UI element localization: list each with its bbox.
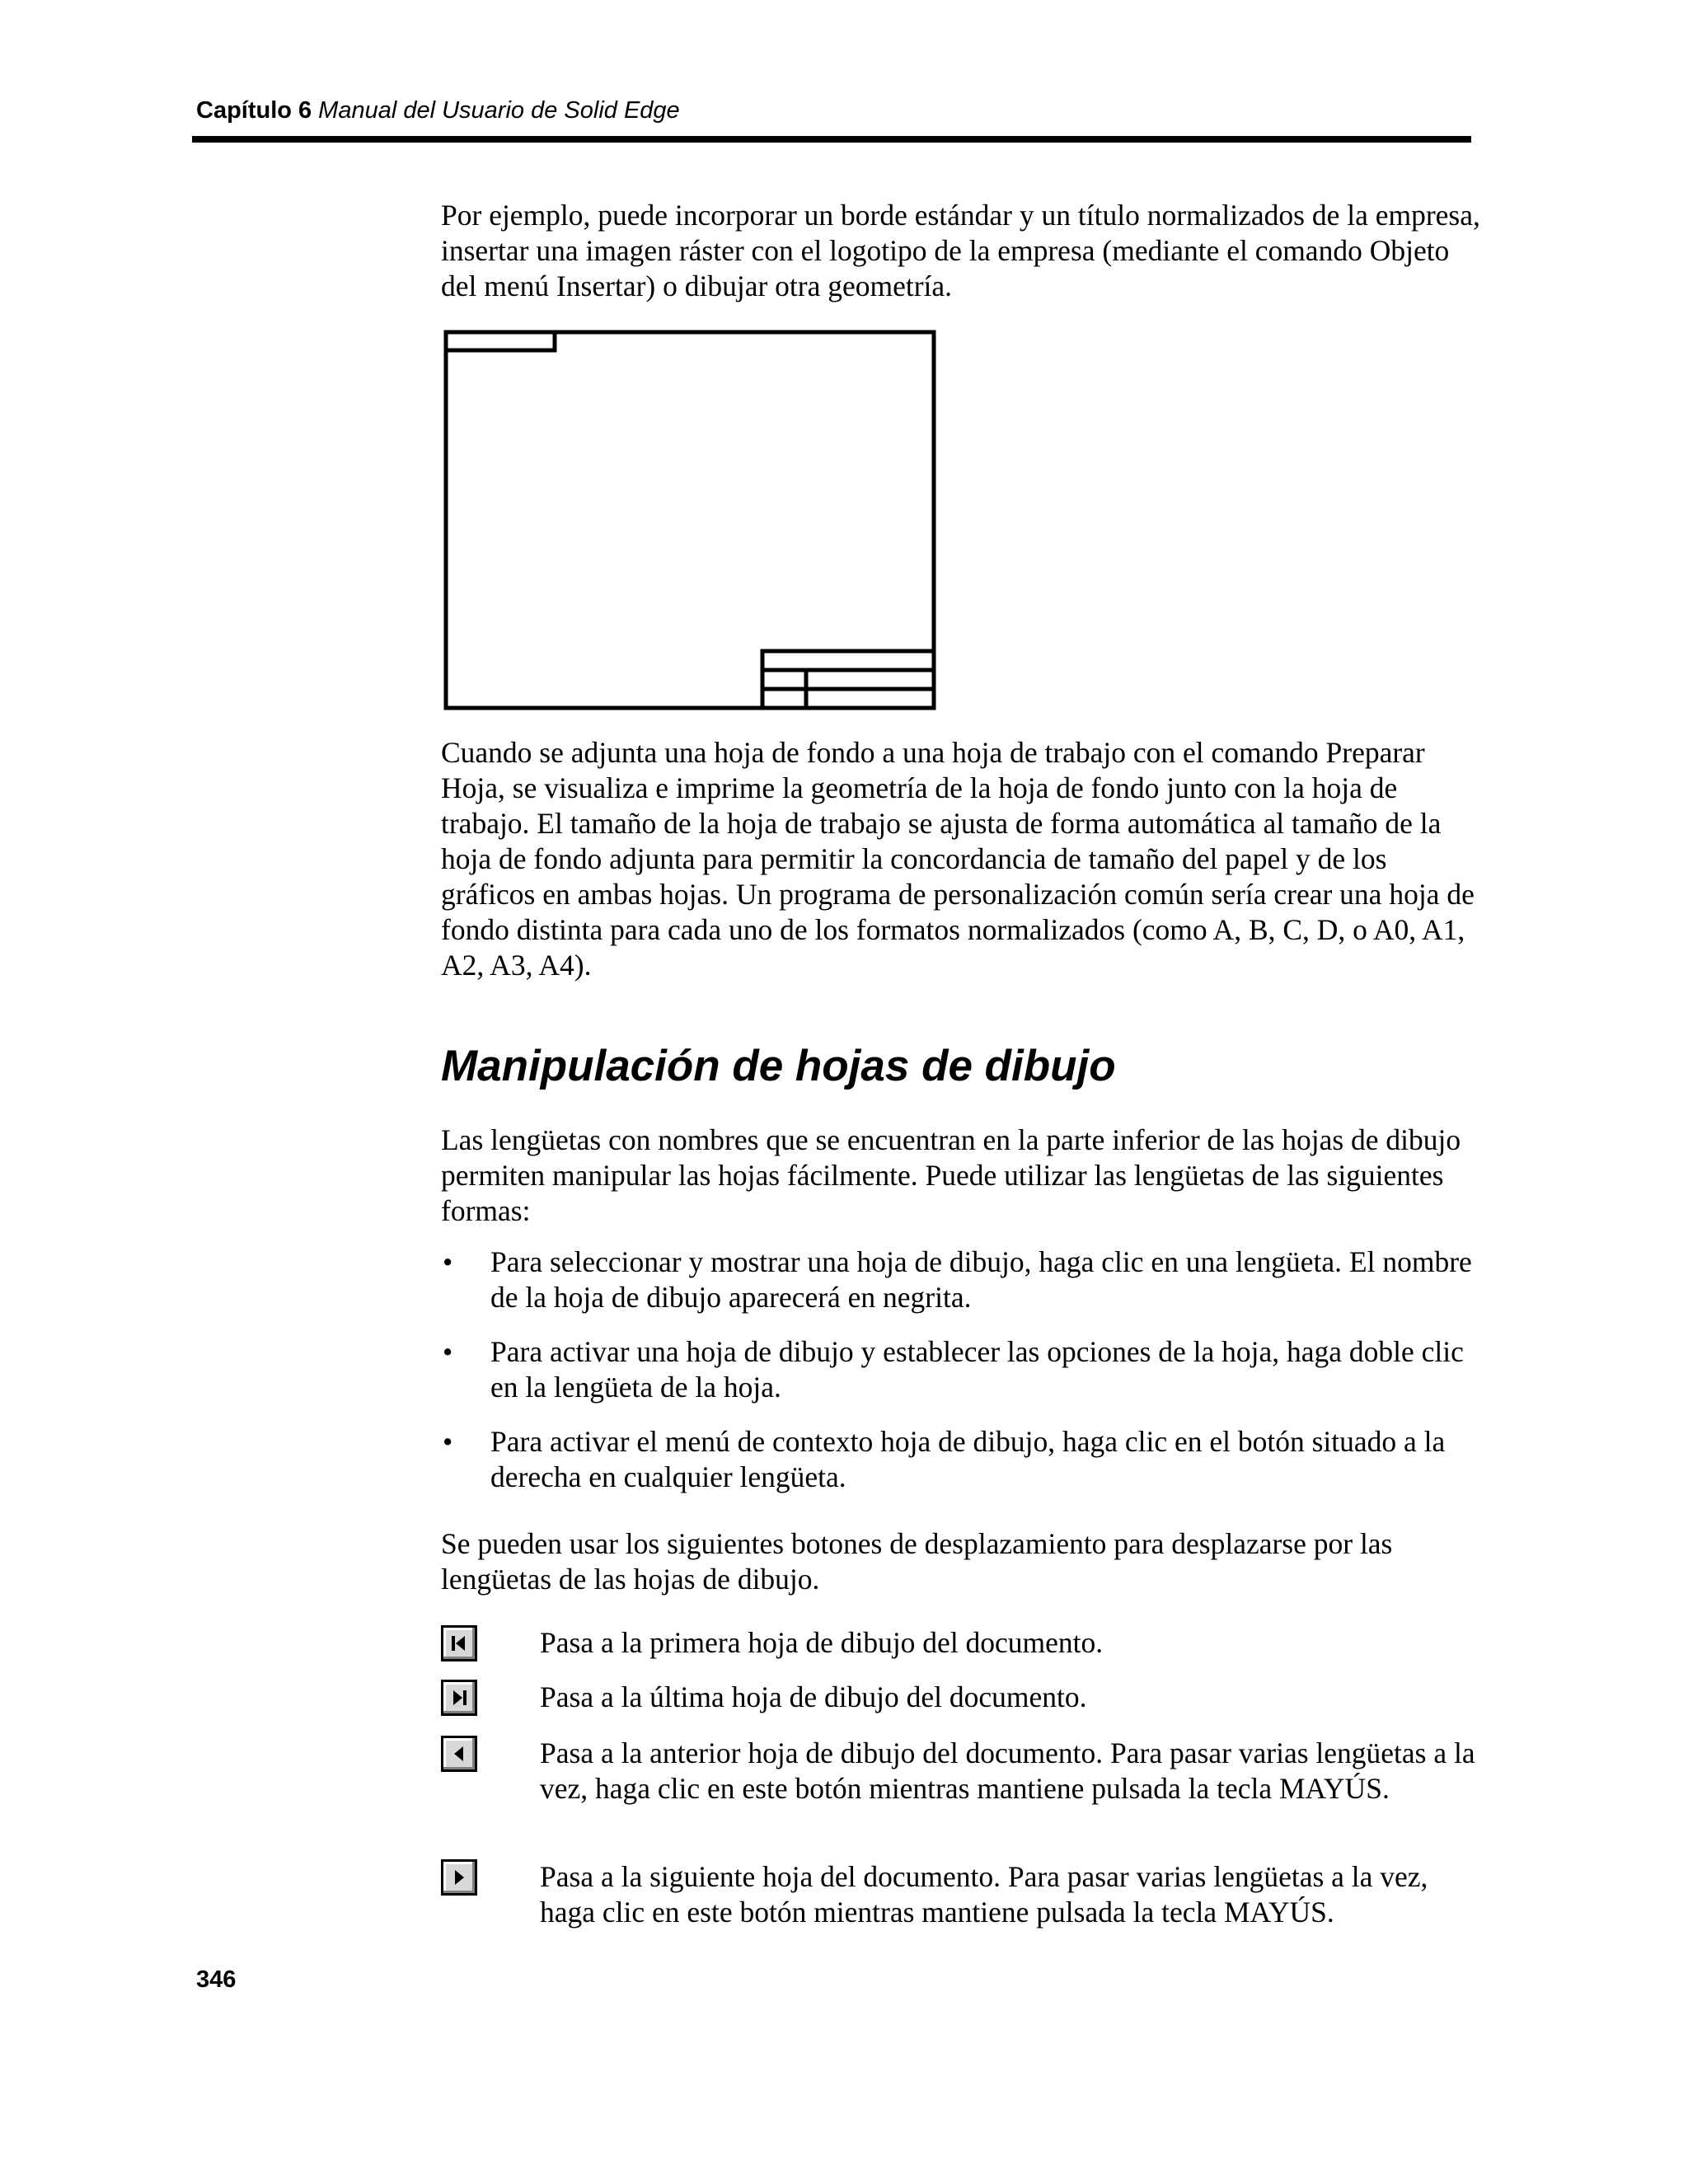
page-header (196, 94, 1474, 127)
bullet-text: Para seleccionar y mostrar una hoja de dibujo, haga clic en una lengüeta. El nombre de la hoja de dibujo aparecerá en negrita. (490, 1245, 1472, 1314)
bullet-list (441, 1244, 1484, 1514)
header-rule (192, 136, 1471, 143)
page-number: 346 (196, 1966, 237, 1993)
nav-description: Pasa a la primera hoja de dibujo del documento. (540, 1626, 1104, 1659)
manual-title: Manual del Usuario de Solid Edge (318, 97, 680, 124)
nav-description: Pasa a la siguiente hoja del documento. Para pasar varias lengüetas a la vez, haga clic en este botón mientras mantiene pulsada la tecla MAYÚS. (540, 1860, 1428, 1929)
background-paragraph: Cuando se adjunta una hoja de fondo a una hoja de trabajo con el comando Preparar Hoja, se visualiza e imprime la geometría de la hoja de fondo junto con la hoja de trabajo. El tamaño de la hoja de trabajo se ajusta de forma automática al tamaño de la hoja de fondo adjunta para permitir la concordancia de tamaño del papel y de los gráficos en ambas hojas. Un programa de personalización común sería crear una hoja de fondo distinta para cada uno de los formatos normalizados (como A, B, C, D, o A0, A1, A2, A3, A4). (441, 736, 1475, 982)
background-sheet-diagram (443, 328, 938, 715)
list-item (441, 1334, 1484, 1405)
last-sheet-icon (448, 1687, 470, 1708)
last-sheet-button[interactable] (441, 1680, 477, 1716)
first-sheet-icon (448, 1633, 470, 1654)
bullet-icon: • (443, 1246, 453, 1278)
next-sheet-button[interactable] (441, 1859, 477, 1896)
bullet-icon: • (443, 1426, 453, 1458)
chapter-label: Capítulo 6 (196, 97, 312, 124)
section-heading: Manipulación de hojas de dibujo (441, 1042, 1116, 1090)
first-sheet-button[interactable] (441, 1625, 477, 1661)
scroll-intro-paragraph: Se pueden usar los siguientes botones de desplazamiento para desplazarse por las lengüetas de las hojas de dibujo. (441, 1527, 1393, 1596)
bullet-text: Para activar el menú de contexto hoja de dibujo, haga clic en el botón situado a la derecha en cualquier lengüeta. (490, 1425, 1446, 1493)
logo-corner-box (446, 332, 555, 350)
intro-paragraph: Por ejemplo, puede incorporar un borde estándar y un título normalizados de la empresa, insertar una imagen ráster con el logotipo de la empresa (mediante el comando Objeto del menú Insertar) o dibujar otra geometría. (441, 199, 1480, 302)
nav-description: Pasa a la anterior hoja de dibujo del documento. Para pasar varias lengüetas a la vez, haga clic en este botón mientras mantiene pulsada la tecla MAYÚS. (540, 1736, 1475, 1805)
bullet-icon: • (443, 1336, 453, 1368)
title-block (762, 651, 934, 708)
next-sheet-icon (448, 1867, 470, 1888)
tabs-intro-paragraph: Las lengüetas con nombres que se encuentran en la parte inferior de las hojas de dibujo permiten manipular las hojas fácilmente. Puede utilizar las lengüetas de las siguientes formas: (441, 1123, 1461, 1227)
bullet-text: Para activar una hoja de dibujo y establecer las opciones de la hoja, haga doble clic en la lengüeta de la hoja. (490, 1335, 1464, 1404)
nav-description: Pasa a la última hoja de dibujo del documento. (540, 1680, 1087, 1713)
previous-sheet-button[interactable] (441, 1736, 477, 1772)
list-item (441, 1424, 1484, 1495)
list-item (441, 1244, 1484, 1315)
previous-sheet-icon (448, 1743, 470, 1765)
